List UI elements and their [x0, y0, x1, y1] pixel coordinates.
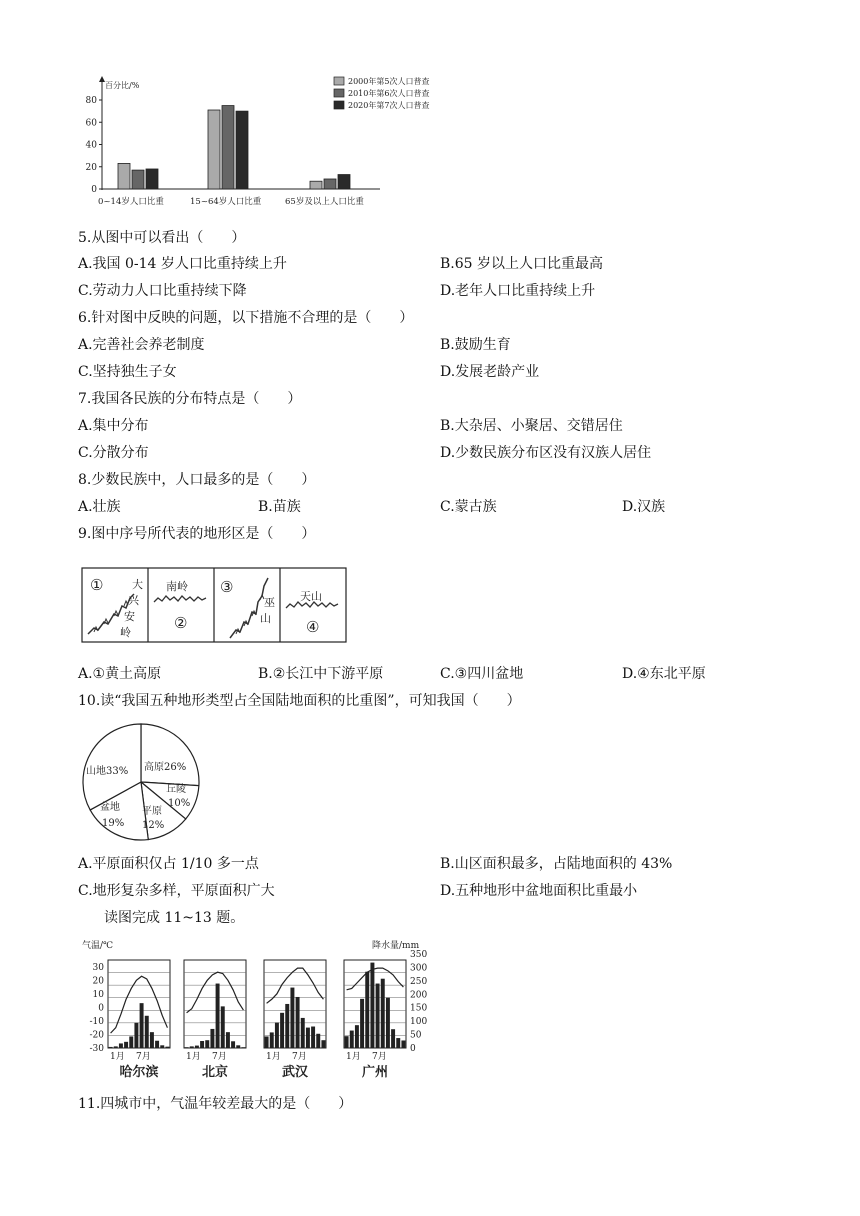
precip-bar: [285, 1004, 289, 1048]
q6-option-d[interactable]: D.发展老龄产业: [440, 364, 540, 380]
category-label: 15~64岁人口比重: [190, 197, 262, 207]
q5-option-d[interactable]: D.老年人口比重持续上升: [440, 283, 596, 299]
panel2-mountain-label: 南岭: [166, 580, 188, 593]
q10-option-a[interactable]: A.平原面积仅占 1/10 多一点: [78, 856, 259, 872]
y-tick-label: 40: [85, 140, 97, 151]
precip-bar: [275, 1022, 279, 1048]
month-label: 1月: [110, 1052, 125, 1062]
temp-tick: 30: [92, 962, 104, 973]
precip-bar: [231, 1041, 235, 1048]
precip-bar: [350, 1031, 354, 1048]
precip-bar: [360, 999, 364, 1048]
precip-bar: [396, 1038, 400, 1048]
precip-bar: [370, 963, 374, 1048]
q6-option-b[interactable]: B.鼓励生育: [440, 337, 511, 353]
precip-bar: [155, 1041, 159, 1048]
temp-tick: -10: [89, 1016, 104, 1027]
precip-tick: 100: [410, 1017, 428, 1028]
q7-stem: 7.我国各民族的分布特点是（ ）: [78, 391, 302, 407]
bar: [222, 106, 234, 189]
y-tick-label: 20: [85, 162, 97, 173]
precip-bar: [290, 988, 294, 1048]
precip-bar: [365, 972, 369, 1048]
precip-bar: [265, 1036, 269, 1048]
precip-bar: [355, 1025, 359, 1048]
month-label: 1月: [346, 1052, 361, 1062]
q7-option-a[interactable]: A.集中分布: [78, 418, 149, 434]
precip-bar: [316, 1034, 320, 1048]
population-bar-chart: [80, 70, 460, 210]
q10-option-b[interactable]: B.山区面积最多，占陆地面积的 43%: [440, 856, 673, 872]
q11-stem: 11.四城市中，气温年较差最大的是（ ）: [78, 1096, 353, 1112]
precip-bar: [226, 1032, 230, 1048]
pie-label: 盆地: [100, 802, 120, 813]
landform-pie-chart: [76, 718, 206, 846]
climate-panel: [108, 960, 170, 1080]
temp-tick: 10: [92, 989, 104, 1000]
precip-bar: [216, 984, 220, 1048]
y-tick-label: 0: [91, 185, 97, 195]
precip-tick: 50: [410, 1030, 422, 1041]
panel-frame: [108, 960, 170, 1048]
panel1-mountain-char-4: 岭: [120, 626, 131, 639]
legend-swatch: [334, 77, 344, 85]
precip-tick: 200: [410, 990, 428, 1001]
temp-line: [187, 972, 244, 1013]
bar: [310, 181, 322, 189]
legend-label: 2000年第5次人口普查: [348, 77, 430, 86]
month-label: 7月: [212, 1052, 227, 1062]
temp-line: [111, 976, 168, 1033]
pie-label: 丘陵: [166, 784, 186, 795]
precip-bar: [190, 1046, 194, 1048]
panel3-mountain-char-2: 山: [260, 612, 271, 625]
precip-bar: [296, 997, 300, 1048]
precip-bar: [311, 1027, 315, 1048]
panel1-mountain-char-3: 安: [124, 610, 135, 623]
terrain-figure: [80, 566, 350, 646]
precip-bar: [134, 1023, 138, 1048]
precip-bar: [145, 1016, 149, 1048]
intro-11-13: 读图完成 11~13 题。: [104, 910, 245, 926]
q9-option-d[interactable]: D.④东北平原: [622, 666, 706, 682]
bar: [208, 110, 220, 189]
q6-option-c[interactable]: C.坚持独生子女: [78, 364, 177, 380]
precip-bar: [301, 1018, 305, 1048]
bar: [338, 175, 350, 189]
climate-panel: [344, 960, 406, 1080]
precip-bar: [185, 1047, 189, 1048]
precip-bar: [200, 1041, 204, 1048]
temp-line: [347, 968, 404, 990]
precip-bar: [205, 1040, 209, 1048]
city-name: 武汉: [281, 1065, 309, 1080]
q5-option-b[interactable]: B.65 岁以上人口比重最高: [440, 256, 604, 272]
y-axis-label: 百分比/%: [105, 81, 140, 90]
q10-stem: 10.读“我国五种地形类型占全国陆地面积的比重图”，可知我国（ ）: [78, 693, 521, 709]
precip-tick: 300: [410, 963, 428, 974]
city-name: 北京: [201, 1065, 229, 1080]
legend-label: 2010年第6次人口普查: [348, 89, 430, 98]
temp-line: [267, 968, 324, 1003]
legend-label: 2020年第7次人口普查: [348, 101, 430, 110]
category-label: 0~14岁人口比重: [98, 197, 164, 207]
city-name: 哈尔滨: [119, 1065, 159, 1080]
precip-bar: [345, 1036, 349, 1048]
mountain-ridge-icon: [154, 596, 206, 602]
bar: [132, 170, 144, 189]
precip-bar: [321, 1040, 325, 1048]
precip-bar: [376, 984, 380, 1048]
precip-bar: [210, 1029, 214, 1048]
q9-option-a[interactable]: A.①黄土高原: [78, 666, 162, 682]
q7-option-b[interactable]: B.大杂居、小聚居、交错居住: [440, 418, 623, 434]
panel3-mountain-char-1: 巫: [264, 596, 275, 609]
q8-option-d[interactable]: D.汉族: [622, 499, 666, 515]
temp-tick: -20: [89, 1030, 104, 1041]
precip-bar: [280, 1013, 284, 1048]
precip-bar: [391, 1029, 395, 1048]
pie-label: 12%: [142, 820, 165, 831]
climate-panel: [264, 960, 326, 1080]
climate-charts: [80, 936, 440, 1086]
bar: [146, 169, 158, 189]
temp-tick: -30: [89, 1044, 104, 1054]
temp-tick: 0: [98, 1003, 104, 1014]
precip-bar: [221, 1006, 225, 1048]
precip-bar: [150, 1032, 154, 1048]
q7-option-d[interactable]: D.少数民族分布区没有汉族人居住: [440, 445, 652, 461]
pie-label: 高原26%: [144, 762, 187, 773]
precip-bar: [129, 1036, 133, 1048]
q10-option-c[interactable]: C.地形复杂多样，平原面积广大: [78, 883, 275, 899]
precip-bar: [124, 1042, 128, 1048]
panel3-number: ③: [220, 578, 234, 596]
legend-swatch: [334, 89, 344, 97]
q8-option-c[interactable]: C.蒙古族: [440, 499, 497, 515]
temp-tick: 20: [92, 976, 104, 987]
q5-option-c[interactable]: C.劳动力人口比重持续下降: [78, 283, 247, 299]
panel2-number: ②: [174, 614, 188, 632]
climate-panel: [184, 960, 246, 1080]
panel1-mountain-char-2: 兴: [128, 594, 139, 607]
y-tick-label: 80: [85, 96, 97, 106]
q6-stem: 6.针对图中反映的问题，以下措施不合理的是（ ）: [78, 310, 414, 326]
legend-swatch: [334, 101, 344, 109]
y-tick-label: 60: [85, 118, 97, 129]
q8-stem: 8.少数民族中，人口最多的是（ ）: [78, 472, 316, 488]
q5-option-a[interactable]: A.我国 0-14 岁人口比重持续上升: [78, 256, 287, 272]
precip-bar: [109, 1047, 113, 1048]
month-label: 1月: [186, 1052, 201, 1062]
pie-label: 平原: [142, 806, 162, 817]
q5-stem: 5.从图中可以看出（ ）: [78, 230, 246, 246]
precip-bar: [241, 1047, 245, 1048]
precip-bar: [195, 1046, 199, 1048]
precip-tick: 150: [410, 1003, 428, 1014]
panel4-number: ④: [306, 618, 320, 636]
pie-label: 19%: [102, 818, 125, 829]
precip-bar: [140, 1003, 144, 1048]
q9-stem: 9.图中序号所代表的地形区是（ ）: [78, 526, 316, 542]
month-label: 7月: [292, 1052, 307, 1062]
pie-slice: [141, 724, 199, 786]
bar: [236, 111, 248, 189]
bar: [324, 179, 336, 189]
q8-option-b[interactable]: B.苗族: [258, 499, 301, 515]
precip-tick: 350: [410, 950, 428, 960]
pie-label: 10%: [168, 798, 191, 809]
q9-option-b[interactable]: B.②长江中下游平原: [258, 666, 384, 682]
bar: [118, 163, 130, 189]
q9-option-c[interactable]: C.③四川盆地: [440, 666, 524, 682]
temp-axis-label: 气温/℃: [82, 941, 114, 951]
precip-bar: [114, 1046, 118, 1048]
month-label: 7月: [136, 1052, 151, 1062]
precip-bar: [119, 1043, 123, 1048]
month-label: 7月: [372, 1052, 387, 1062]
precip-bar: [306, 1028, 310, 1048]
precip-bar: [401, 1040, 405, 1048]
category-label: 65岁及以上人口比重: [285, 197, 364, 207]
pie-label: 山地33%: [86, 766, 129, 777]
month-label: 1月: [266, 1052, 281, 1062]
precip-tick: 0: [410, 1044, 416, 1054]
panel1-number: ①: [90, 576, 104, 594]
q7-option-c[interactable]: C.分散分布: [78, 445, 149, 461]
q10-option-d[interactable]: D.五种地形中盆地面积比重最小: [440, 883, 638, 899]
precip-bar: [386, 998, 390, 1048]
q6-option-a[interactable]: A.完善社会养老制度: [78, 337, 205, 353]
panel4-mountain-label: 天山: [300, 590, 322, 603]
precip-bar: [236, 1045, 240, 1048]
precip-bar: [165, 1047, 169, 1048]
precip-bar: [270, 1032, 274, 1048]
mountain-range-icon: [230, 578, 268, 638]
q8-option-a[interactable]: A.壮族: [78, 499, 121, 515]
city-name: 广州: [361, 1065, 389, 1080]
panel1-mountain-char-1: 大: [132, 578, 143, 591]
precip-bar: [381, 979, 385, 1048]
precip-bar: [160, 1045, 164, 1048]
precip-axis-label: 降水量/mm: [372, 941, 420, 951]
precip-tick: 250: [410, 976, 428, 987]
